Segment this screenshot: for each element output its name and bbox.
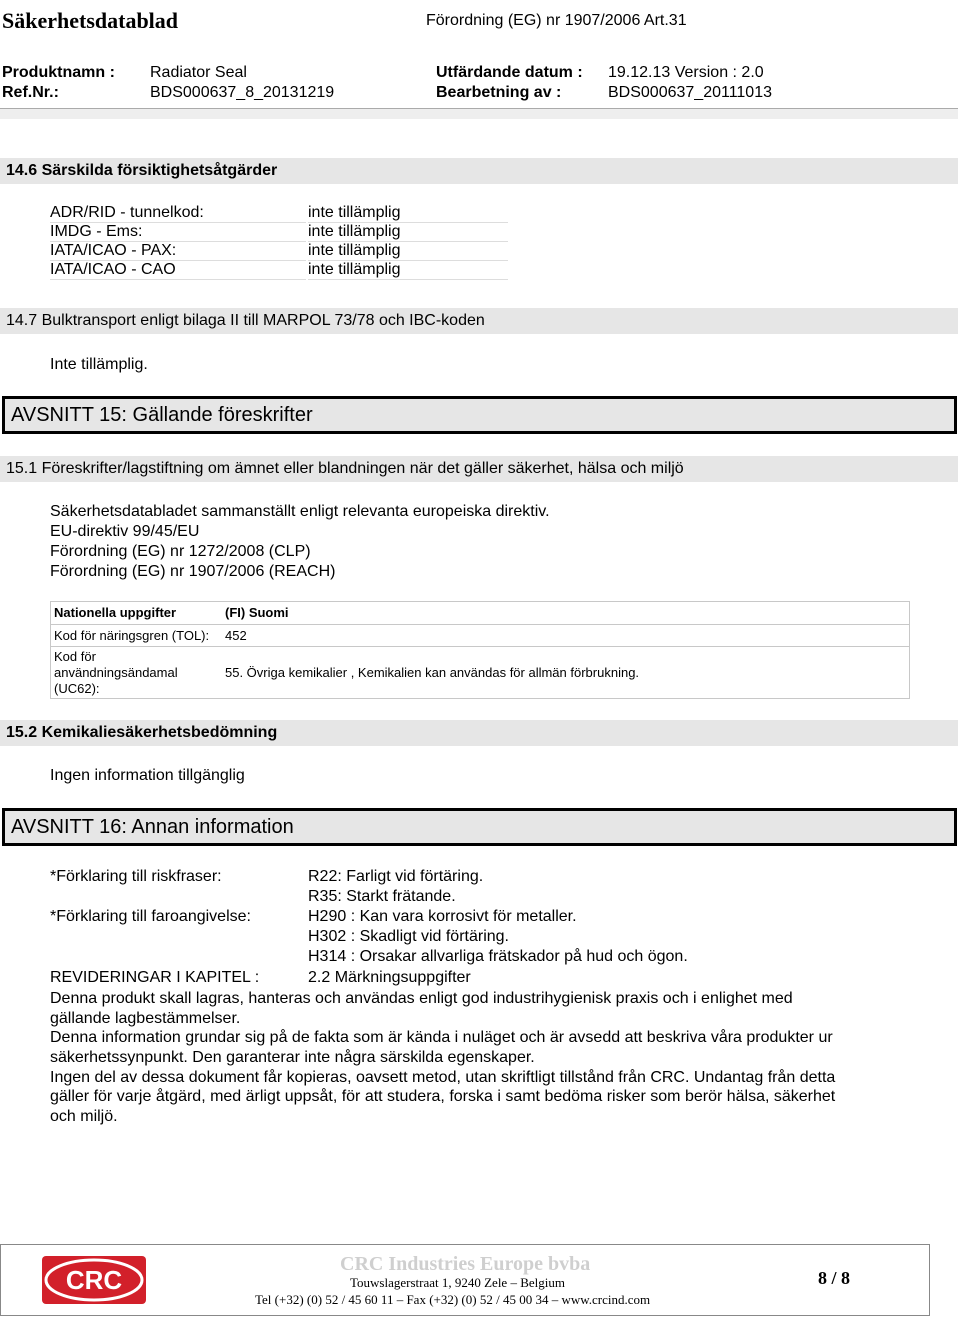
national-uc-key-line: (UC62): xyxy=(54,681,100,696)
risk-phrase-2: R35: Starkt frätande. xyxy=(308,888,456,905)
product-name-label: Produktnamn : xyxy=(2,64,115,81)
crc-logo xyxy=(42,1256,146,1304)
national-info-table xyxy=(50,601,910,699)
revisions-value: 2.2 Märkningsuppgifter xyxy=(308,969,471,986)
transport-keys xyxy=(50,204,306,280)
revisions-label: REVIDERINGAR I KAPITEL : xyxy=(50,969,260,986)
ref-number-label: Ref.Nr.: xyxy=(2,84,59,101)
product-name-value: Radiator Seal xyxy=(150,64,247,81)
national-tol-key: Kod för näringsgren (TOL): xyxy=(54,628,210,643)
edited-by-value: BDS000637_20111013 xyxy=(608,84,772,101)
section-14-7-text: Inte tillämplig. xyxy=(50,356,148,373)
hazard-statement-2: H302 : Skadligt vid förtäring. xyxy=(308,928,509,945)
disclaimer-line: gällande lagbestämmelser. xyxy=(50,1010,241,1027)
transport-value-iata-cao: inte tillämplig xyxy=(308,261,508,280)
regulation-line-2: EU-direktiv 99/45/EU xyxy=(50,523,200,540)
disclaimer-line: gäller för varje åtgärd, med ärligt uppsåt, för att studera, forska i samt bedöma risker som berör hälsa, säkerhet xyxy=(50,1088,836,1105)
regulation-line-4: Förordning (EG) nr 1907/2006 (REACH) xyxy=(50,563,336,580)
ref-number-value: BDS000637_8_20131219 xyxy=(150,84,335,101)
hazard-statement-1: H290 : Kan vara korrosivt för metaller. xyxy=(308,908,577,925)
company-contact: Tel (+32) (0) 52 / 45 60 11 – Fax (+32) (0) 52 / 45 00 34 – www.crcind.com xyxy=(255,1292,651,1307)
regulation-line-3: Förordning (EG) nr 1272/2008 (CLP) xyxy=(50,543,311,560)
transport-value-adr: inte tillämplig xyxy=(308,204,508,223)
transport-key-imdg: IMDG - Ems: xyxy=(50,223,306,242)
company-address: Touwslagerstraat 1, 9240 Zele – Belgium xyxy=(350,1275,565,1290)
disclaimer-line: säkerhetssynpunkt. Den garanterar inte några särskilda egenskaper. xyxy=(50,1049,535,1066)
crc-logo-graphic xyxy=(42,1256,146,1304)
header-divider xyxy=(0,108,958,119)
national-uc-value: 55. Övriga kemikalier , Kemikalien kan användas för allmän förbrukning. xyxy=(225,665,640,680)
document-title: Säkerhetsdatablad xyxy=(2,8,179,33)
section-16-title: AVSNITT 16: Annan information xyxy=(2,808,957,846)
section-15-1-title: 15.1 Föreskrifter/lagstiftning om ämnet eller blandningen när det gäller säkerhet, hälsa och miljö xyxy=(0,456,958,482)
regulation-reference: Förordning (EG) nr 1907/2006 Art.31 xyxy=(426,12,687,29)
transport-key-adr: ADR/RID - tunnelkod: xyxy=(50,204,306,223)
page-number: 8 / 8 xyxy=(818,1268,851,1288)
national-uc-key-line: Kod för xyxy=(54,649,96,664)
risk-phrase-1: R22: Farligt vid förtäring. xyxy=(308,868,484,885)
hazard-statements-label: *Förklaring till faroangivelse: xyxy=(50,908,251,925)
edited-by-label: Bearbetning av : xyxy=(436,84,562,101)
issue-date-value: 19.12.13 Version : 2.0 xyxy=(608,64,764,81)
transport-values xyxy=(308,204,508,280)
section-14-6-title: 14.6 Särskilda försiktighetsåtgärder xyxy=(0,158,958,184)
transport-value-imdg: inte tillämplig xyxy=(308,223,508,242)
company-name: CRC Industries Europe bvba xyxy=(340,1253,591,1275)
national-header-value: (FI) Suomi xyxy=(225,605,289,620)
risk-phrases-label: *Förklaring till riskfraser: xyxy=(50,868,222,885)
transport-key-iata-cao: IATA/ICAO - CAO xyxy=(50,261,306,280)
transport-value-iata-pax: inte tillämplig xyxy=(308,242,508,261)
national-uc-key-line: användningsändamal xyxy=(54,665,178,680)
section-15-2-title: 15.2 Kemikaliesäkerhetsbedömning xyxy=(0,720,958,746)
section-15-2-text: Ingen information tillgänglig xyxy=(50,767,245,784)
national-tol-row xyxy=(51,624,909,647)
national-uc-key xyxy=(54,649,178,697)
svg-text:CRC: CRC xyxy=(65,1265,123,1295)
disclaimer-line: Denna information grundar sig på de fakta som är kända i nuläget och är avsedd att beskriva våra produkter ur xyxy=(50,1029,833,1046)
hazard-statement-3: H314 : Orsakar allvarliga frätskador på hud och ögon. xyxy=(308,948,688,965)
national-header-row xyxy=(51,602,909,625)
transport-key-iata-pax: IATA/ICAO - PAX: xyxy=(50,242,306,261)
national-header-key: Nationella uppgifter xyxy=(54,605,177,620)
disclaimer-line: Denna produkt skall lagras, hanteras och användas enligt god industrihygienisk praxis och i enlighet med xyxy=(50,990,793,1007)
national-tol-value: 452 xyxy=(225,628,247,643)
section-15-title: AVSNITT 15: Gällande föreskrifter xyxy=(2,396,957,434)
disclaimer-line: Ingen del av dessa dokument får kopieras, oavsett metod, utan skriftligt tillstånd från CRC. Undantag från detta xyxy=(50,1069,836,1086)
regulation-line-1: Säkerhetsdatabladet sammanställt enligt relevanta europeiska direktiv. xyxy=(50,503,550,520)
issue-date-label: Utfärdande datum : xyxy=(436,64,583,81)
disclaimer-line: och miljö. xyxy=(50,1108,118,1125)
national-uc-row xyxy=(51,646,909,698)
section-14-7-title: 14.7 Bulktransport enligt bilaga II till MARPOL 73/78 och IBC-koden xyxy=(0,308,958,334)
